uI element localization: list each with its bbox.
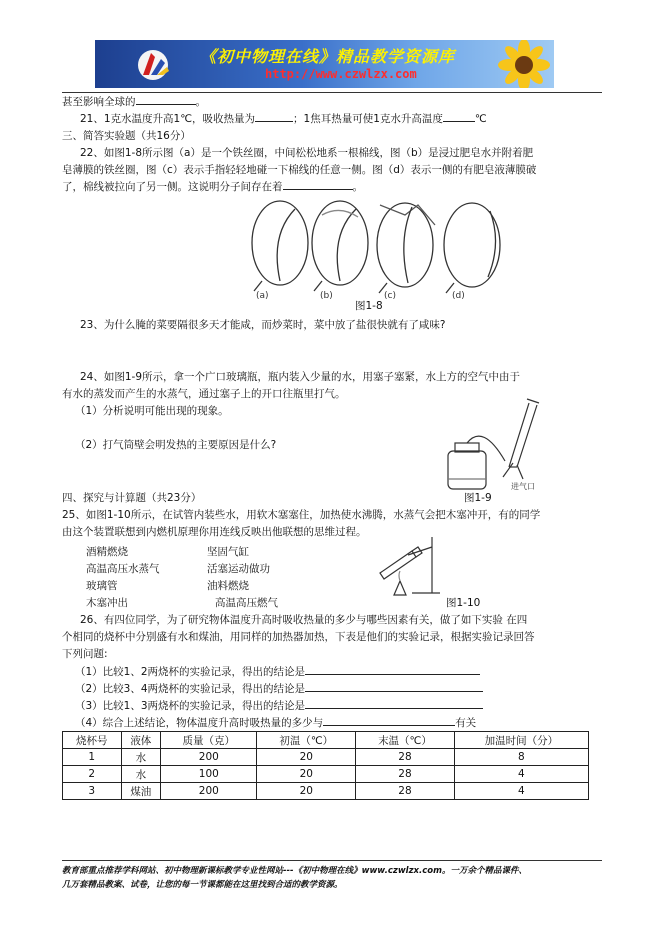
table-cell: 煤油 (121, 783, 161, 800)
label-d: (d) (452, 291, 465, 300)
banner-url: http://www.czwlzx.com (265, 67, 417, 81)
table-row (63, 766, 589, 783)
question-25-line2: 由这个装置联想到内燃机原理你用连线反映出他联想的思维过程。 (62, 526, 367, 538)
banner-title: 《初中物理在线》精品教学资源库 (200, 47, 456, 66)
match-left-4: 木塞冲出 (86, 597, 128, 609)
question-26-part4: （4）综合上述结论，物体温度升高时吸热量的多少与 有关 (75, 717, 477, 729)
question-24-line1: 24、如图1-9所示，拿一个广口玻璃瓶，瓶内装入少量的水，用塞子塞紧，水上方的空气中由于 (80, 371, 521, 383)
table-cell: 3 (63, 783, 122, 800)
table-cell: 200 (161, 749, 257, 766)
section-4-heading: 四、探究与计算题（共23分） (62, 492, 202, 504)
table-cell: 20 (257, 766, 356, 783)
logo-icon (135, 45, 175, 85)
table-cell: 1 (63, 749, 122, 766)
table-row (63, 749, 589, 766)
table-cell: 100 (161, 766, 257, 783)
table-cell: 20 (257, 783, 356, 800)
match-left-1: 酒精燃烧 (86, 546, 128, 558)
table-header-cell: 加温时间（分） (454, 732, 588, 749)
table-header-cell: 液体 (121, 732, 161, 749)
table-cell: 2 (63, 766, 122, 783)
table-cell: 28 (356, 749, 455, 766)
figure-1-10 (372, 533, 442, 598)
table-cell: 28 (356, 766, 455, 783)
figure-1-10-caption: 图1-10 (446, 597, 481, 609)
question-26-part1: （1）比较1、2两烧杯的实验记录，得出的结论是 (75, 664, 480, 679)
sunflower-icon (484, 40, 554, 88)
question-22-line1: 22、如图1-8所示图（a）是一个铁丝圈，中间松松地系一根棉线，图（b）是浸过肥皂水并附着肥 (80, 147, 534, 159)
table-cell: 水 (121, 766, 161, 783)
ring-b (312, 201, 368, 285)
figure-1-8-caption: 图1-8 (355, 300, 383, 312)
footer-line1: 教育部重点推荐学科网站、初中物理新课标教学专业性网站---《初中物理在线》www.czwlzx.com。一万余个精品课件、 (62, 866, 527, 876)
table-cell: 20 (257, 749, 356, 766)
table-cell: 水 (121, 749, 161, 766)
ring-a (252, 201, 308, 285)
figure-1-9 (443, 393, 543, 493)
table-header-cell: 初温（℃） (257, 732, 356, 749)
table-header-cell: 烧杯号 (63, 732, 122, 749)
section-3-heading: 三、简答实验题（共16分） (62, 130, 191, 142)
table-row (63, 783, 589, 800)
table-cell: 28 (356, 783, 455, 800)
table-cell: 4 (454, 766, 588, 783)
match-right-4: 高温高压燃气 (215, 597, 278, 609)
question-26-part3: （3）比较1、3两烧杯的实验记录，得出的结论是 (75, 698, 483, 713)
table-header-row (63, 732, 589, 749)
match-left-2: 高温高压水蒸气 (86, 563, 160, 575)
question-26-line2: 个相同的烧杯中分别盛有水和煤油，用同样的加热器加热，下表是他们的实验记录，根据实验记录回答 (62, 631, 535, 643)
table-header-cell: 质量（克） (161, 732, 257, 749)
match-right-1: 坚固气缸 (207, 546, 249, 558)
label-a: (a) (256, 291, 269, 300)
match-left-3: 玻璃管 (86, 580, 118, 592)
header-banner (95, 40, 554, 88)
label-c: (c) (384, 291, 396, 300)
question-22-line2: 皂薄膜的铁丝圈，图（c）表示手指轻轻地碰一下棉线的任意一侧。图（d）表示一侧的有肥皂液薄膜破 (62, 164, 537, 176)
question-25-line1: 25、如图1-10所示，在试管内装些水，用软木塞塞住，加热使水沸腾，水蒸气会把木塞冲开，有的同学 (62, 509, 541, 521)
text-line: 甚至影响全球的 。 (62, 96, 206, 108)
question-21: 21、1克水温度升高1℃，吸收热量为 ；1焦耳热量可使1克水升高温度 ℃ (80, 113, 487, 125)
footer-line2: 几万套精品教案、试卷，让您的每一节课都能在这里找到合适的教学资源。 (62, 880, 343, 890)
experiment-table (62, 731, 589, 800)
question-26-line1: 26、有四位同学，为了研究物体温度升高时吸收热量的多少与哪些因素有关，做了如下实验 在四 (80, 614, 528, 626)
table-header-cell: 末温（℃） (356, 732, 455, 749)
match-right-3: 油料燃烧 (207, 580, 249, 592)
figure-1-9-caption: 图1-9 (464, 492, 492, 504)
inlet-label: 进气口 (511, 482, 535, 491)
footer-rule (62, 860, 602, 861)
header-rule (62, 92, 602, 93)
question-26-part2: （2）比较3、4两烧杯的实验记录，得出的结论是 (75, 681, 483, 696)
pump-body (509, 403, 529, 467)
jar (448, 451, 486, 489)
question-24-line2: 有水的蒸发而产生的水蒸气，通过塞子上的开口往瓶里打气。 (62, 388, 346, 400)
question-24-part2: （2）打气筒壁会明发热的主要原因是什么? (75, 439, 277, 451)
match-right-2: 活塞运动做功 (207, 563, 270, 575)
table-cell: 8 (454, 749, 588, 766)
table-cell: 4 (454, 783, 588, 800)
question-23: 23、为什么腌的菜要隔很多天才能咸，而炒菜时，菜中放了盐很快就有了咸味? (80, 319, 446, 331)
label-b: (b) (320, 291, 333, 300)
figure-1-8 (240, 195, 540, 300)
test-tube (380, 551, 416, 579)
question-22-line3: 了，棉线被拉向了另一侧。这说明分子间存在着 。 (62, 181, 363, 193)
table-cell: 200 (161, 783, 257, 800)
question-26-line3: 下列问题: (62, 648, 108, 660)
question-24-part1: （1）分析说明可能出现的现象。 (75, 405, 229, 417)
